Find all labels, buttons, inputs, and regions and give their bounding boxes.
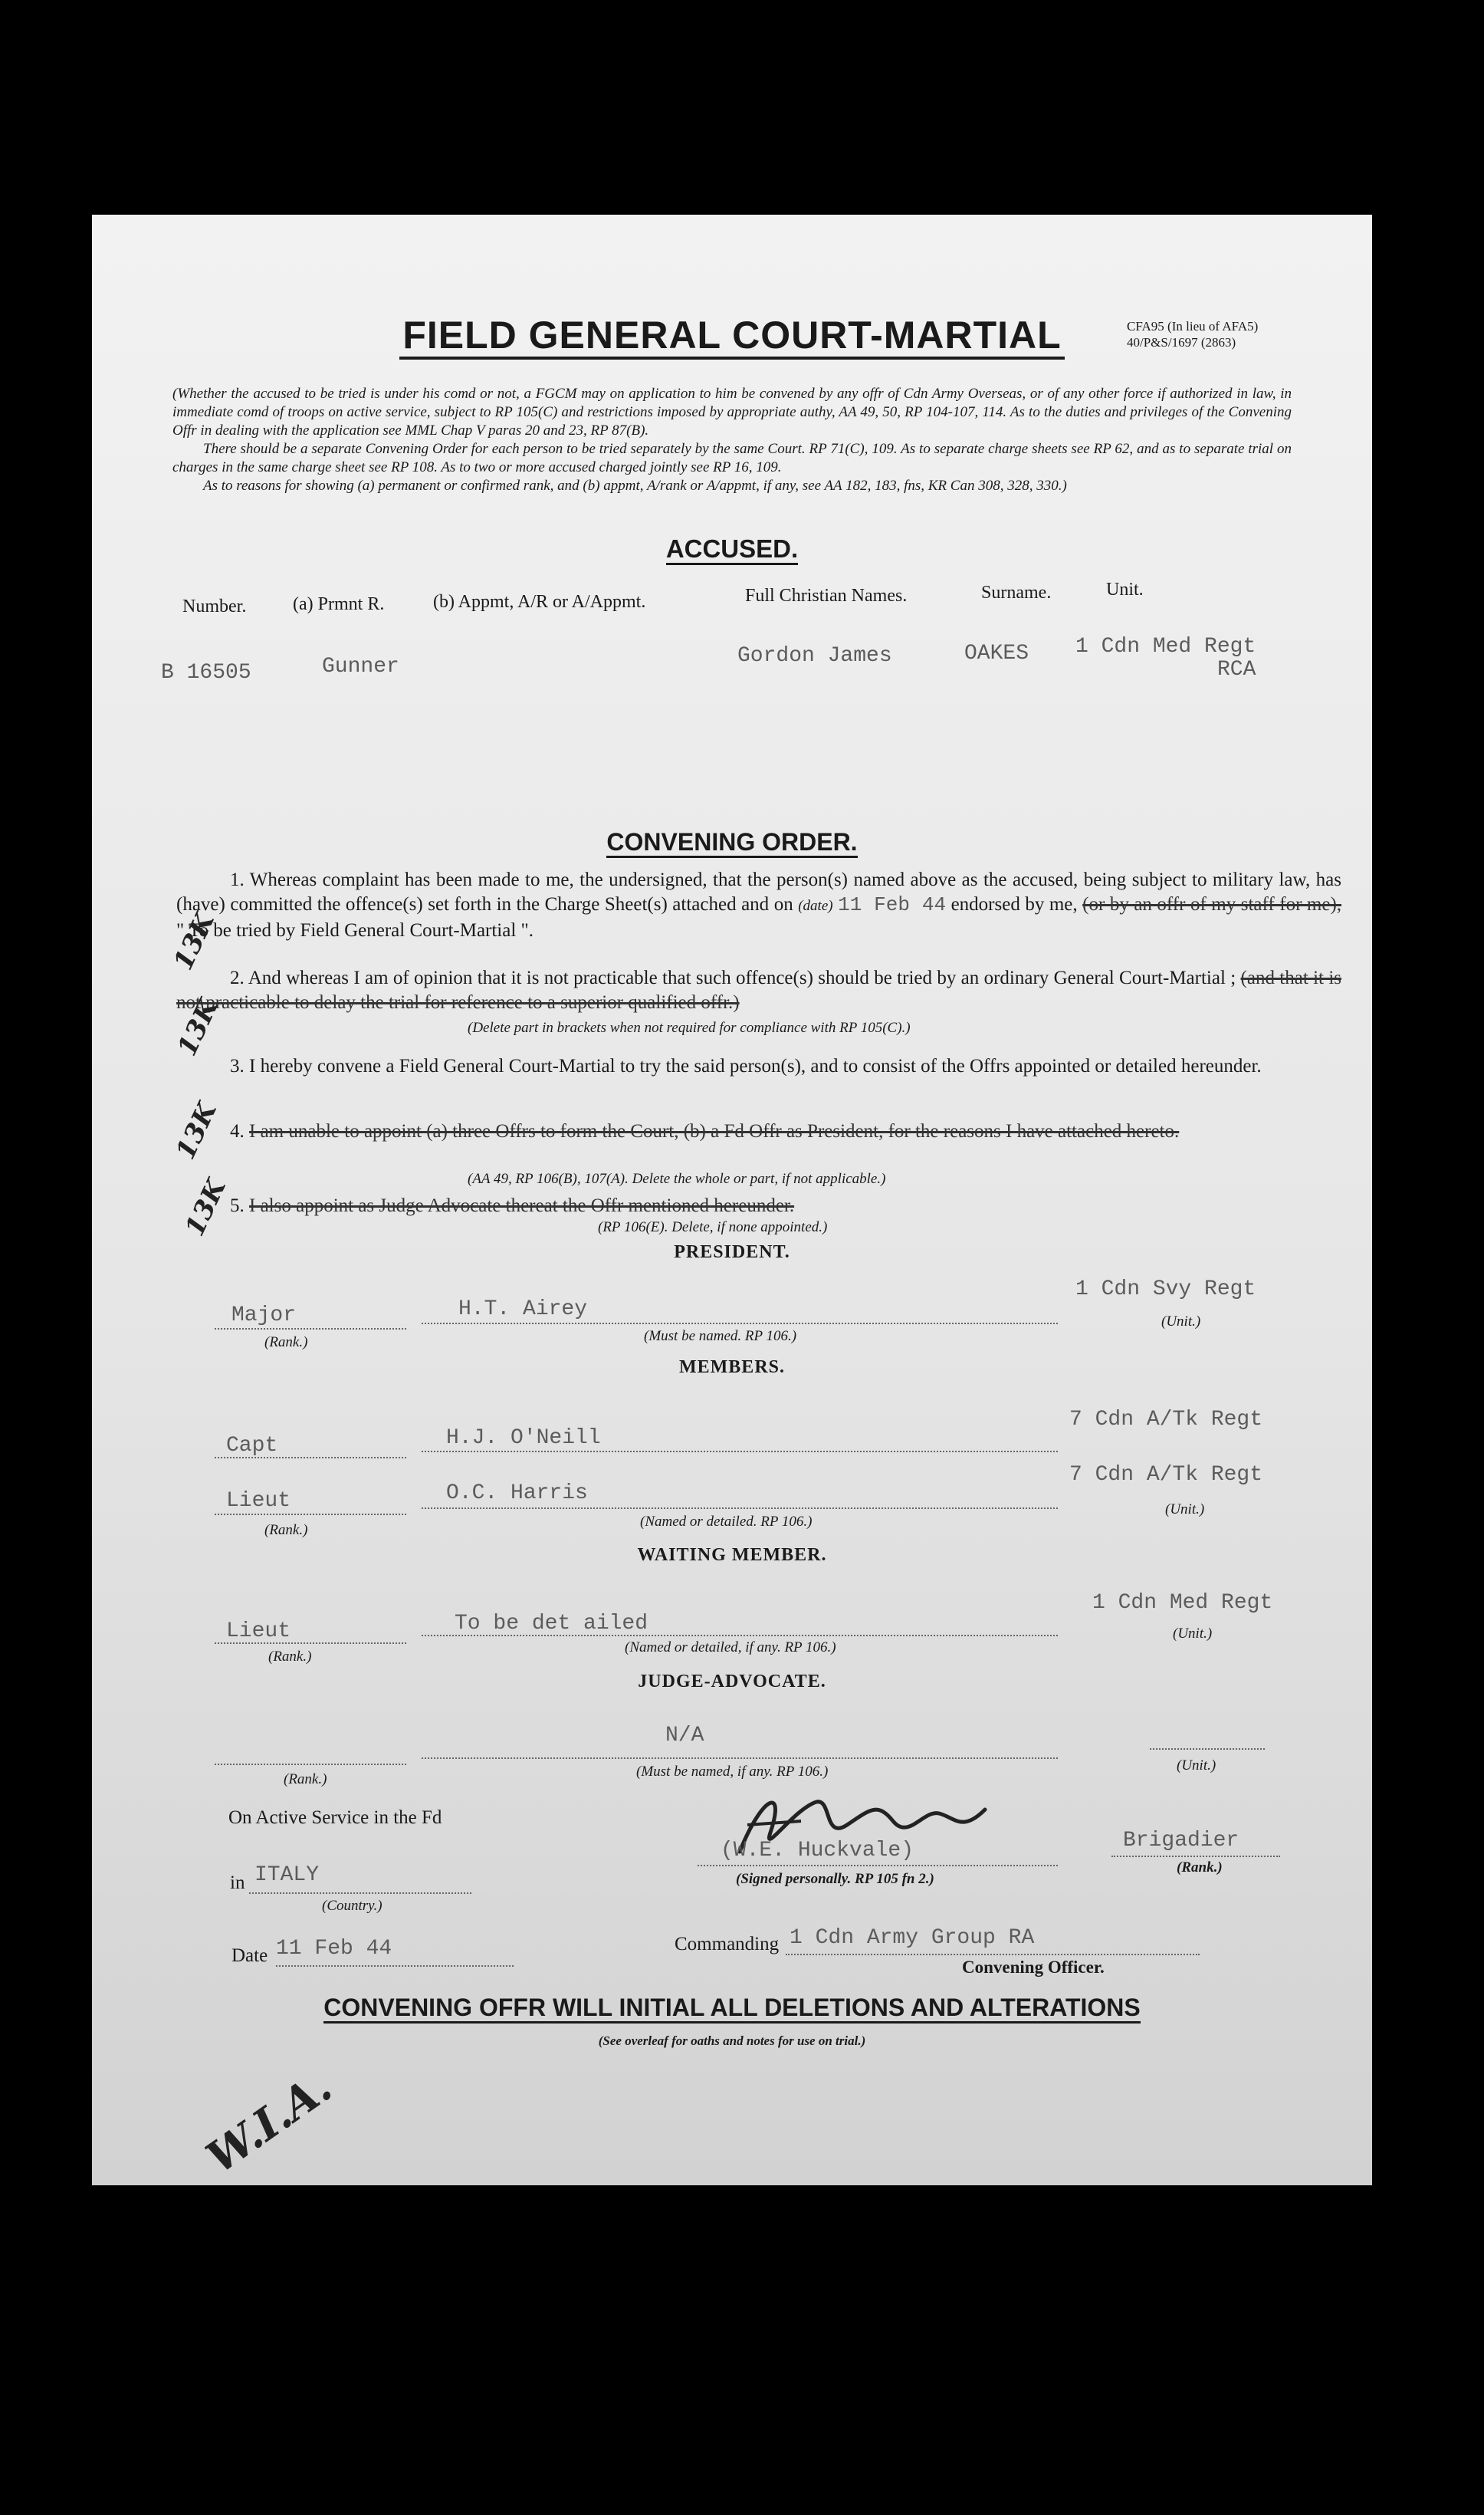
judge-name: N/A (665, 1724, 704, 1747)
date-value: 11 Feb 44 (276, 1937, 392, 1961)
handwritten-initials: W.I.A. (197, 2061, 341, 2184)
form-page (92, 215, 1372, 2185)
member-2-name-line (422, 1507, 1058, 1509)
officer-label: Convening Officer. (962, 1958, 1105, 1977)
member-1-rank-line (215, 1457, 406, 1458)
signer-rank: Brigadier (1123, 1829, 1239, 1853)
accused-unit-1: 1 Cdn Med Regt (1075, 635, 1256, 659)
waiting-unit: 1 Cdn Med Regt (1092, 1591, 1273, 1615)
para-2-note: (Delete part in brackets when not required for compliance with RP 105(C).) (468, 1020, 911, 1036)
country-line (249, 1892, 471, 1894)
judge-name-line (422, 1757, 1058, 1759)
initial-4: 13K (179, 1174, 232, 1241)
initial-2: 13K (172, 994, 225, 1061)
waiting-name: To be det ailed (455, 1612, 648, 1636)
judge-unit-line (1150, 1748, 1265, 1750)
president-unit-label: (Unit.) (1161, 1313, 1201, 1330)
signed-name-line (698, 1865, 1058, 1866)
col-appmt: (b) Appmt, A/R or A/Appmt. (433, 592, 646, 612)
president-name-line (422, 1323, 1058, 1324)
member-2-unit: 7 Cdn A/Tk Regt (1069, 1463, 1263, 1487)
date-label: Date (231, 1945, 268, 1966)
initial-1: 13K (168, 908, 221, 975)
waiting-unit-label: (Unit.) (1173, 1626, 1213, 1642)
in-label: in (230, 1872, 245, 1893)
para-5: 5. I also appoint as Judge Advocate thereat the Offr mentioned hereunder. (230, 1195, 795, 1216)
president-rank-label: (Rank.) (264, 1334, 308, 1350)
president-name: H.T. Airey (458, 1297, 588, 1321)
col-unit: Unit. (1106, 580, 1144, 600)
members-rank-label: (Rank.) (264, 1522, 308, 1538)
member-2-rank-line (215, 1514, 406, 1515)
judge-rank-label: (Rank.) (284, 1771, 327, 1787)
intro-instructions: (Whether the accused to be tried is under his comd or not, a FGCM may on application to him be convened by any offr of Cdn Army Overseas, or of any other force if authorized in law, in immediate comd of troops on active service, subject to RP 105(C) and restrictions imposed by appropriate authy, AA 49, 50, RP 104-107, 114. As to the duties and privileges of the Convening Offr in dealing with the application see MML Chap V paras 20 and 23, RP 87(B). There should be a separate Convening Order for each person to be tried separately by the same Court. RP 71(C), 109. As to separate charge sheets see RP 62, and as to separate trial on charges in the same charge sheet see RP 108. As to two or more accused charged jointly see RP 16, 109. As to reasons for showing (a) permanent or confirmed rank, and (b) appmt, A/rank or A/appmt, if any, see AA 182, 183, fns, KR Can 308, 328, 330.) (172, 386, 1292, 494)
member-2-rank: Lieut (226, 1489, 291, 1513)
members-name-label: (Named or detailed. RP 106.) (640, 1514, 813, 1530)
waiting-name-line (422, 1635, 1058, 1636)
members-heading: MEMBERS. (678, 1357, 785, 1377)
judge-name-label: (Must be named, if any. RP 106.) (636, 1764, 829, 1780)
accused-names: Gordon James (737, 644, 892, 668)
form-number: CFA95 (In lieu of AFA5) 40/P&S/1697 (2863) (1127, 319, 1259, 350)
col-names: Full Christian Names. (745, 586, 908, 606)
president-rank-line (215, 1328, 406, 1330)
para-1: 1. Whereas complaint has been made to me, the undersigned, that the person(s) named above as the accused, being subject to military law, has (have) committed the offence(s) set forth in the Charge Sheet(s) attached and on (date) 11 Feb 44 endorsed by me, (or by an offr of my staff for me), " To be tried by Field General Court-Martial ". (176, 870, 1342, 941)
waiting-rank-label: (Rank.) (268, 1649, 312, 1665)
member-1-name: H.J. O'Neill (446, 1426, 601, 1450)
member-1-unit: 7 Cdn A/Tk Regt (1069, 1408, 1263, 1432)
date-line (276, 1965, 514, 1967)
para-5-note: (RP 106(E). Delete, if none appointed.) (598, 1219, 828, 1235)
waiting-rank: Lieut (226, 1619, 291, 1643)
member-1-rank: Capt (226, 1434, 278, 1458)
signed-label: (Signed personally. RP 105 fn 2.) (736, 1871, 934, 1887)
country: ITALY (254, 1863, 320, 1887)
signed-name: (W.E. Huckvale) (721, 1839, 914, 1862)
deletions-notice: CONVENING OFFR WILL INITIAL ALL DELETIONS AND ALTERATIONS (92, 1994, 1372, 2022)
president-unit: 1 Cdn Svy Regt (1075, 1277, 1256, 1301)
convening-heading: CONVENING ORDER. (92, 828, 1372, 856)
para-2: 2. And whereas I am of opinion that it is not practicable that such offence(s) should be tried by an ordinary General Court-Martial ; (and that it is not practicable to delay the trial for reference to a superior qualified offr.) (176, 968, 1342, 1013)
waiting-name-label: (Named or detailed, if any. RP 106.) (625, 1639, 836, 1655)
member-2-name: O.C. Harris (446, 1481, 588, 1505)
overleaf-note: (See overleaf for oaths and notes for use on trial.) (598, 2033, 866, 2048)
command-name: 1 Cdn Army Group RA (790, 1926, 1035, 1950)
col-surname: Surname. (981, 583, 1052, 603)
signer-rank-label: (Rank.) (1177, 1859, 1223, 1876)
para-3: 3. I hereby convene a Field General Court-Martial to try the said person(s), and to consist of the Offrs appointed or detailed hereunder. (230, 1056, 1262, 1077)
col-rank: (a) Prmnt R. (293, 594, 385, 614)
accused-number: B 16505 (161, 661, 251, 685)
waiting-rank-line (215, 1642, 406, 1644)
president-heading: PRESIDENT. (674, 1242, 790, 1262)
accused-surname: OAKES (964, 642, 1029, 666)
accused-unit-2: RCA (1217, 658, 1256, 682)
accused-rank: Gunner (322, 655, 399, 679)
president-name-label: (Must be named. RP 106.) (644, 1328, 797, 1344)
judge-unit-label: (Unit.) (1177, 1757, 1216, 1774)
para-4-note: (AA 49, RP 106(B), 107(A). Delete the whole or part, if not applicable.) (468, 1171, 886, 1187)
para-4: 4. I am unable to appoint (a) three Offrs to form the Court, (b) a Fd Offr as President, for the reasons I have attached hereto. (230, 1121, 1180, 1142)
member-1-name-line (422, 1451, 1058, 1452)
judge-heading: JUDGE-ADVOCATE. (638, 1672, 826, 1691)
page-title: FIELD GENERAL COURT-MARTIAL (92, 313, 1372, 357)
waiting-heading: WAITING MEMBER. (637, 1545, 827, 1565)
accused-heading: ACCUSED. (92, 534, 1372, 564)
signer-rank-line (1111, 1856, 1280, 1857)
president-rank: Major (231, 1304, 297, 1327)
col-number: Number. (182, 597, 247, 616)
country-label: (Country.) (322, 1898, 382, 1914)
initial-3: 13K (170, 1097, 223, 1165)
judge-rank-line (215, 1764, 406, 1765)
commanding-label: Commanding (675, 1934, 780, 1954)
service-label: On Active Service in the Fd (228, 1807, 442, 1828)
members-unit-label: (Unit.) (1165, 1501, 1205, 1517)
